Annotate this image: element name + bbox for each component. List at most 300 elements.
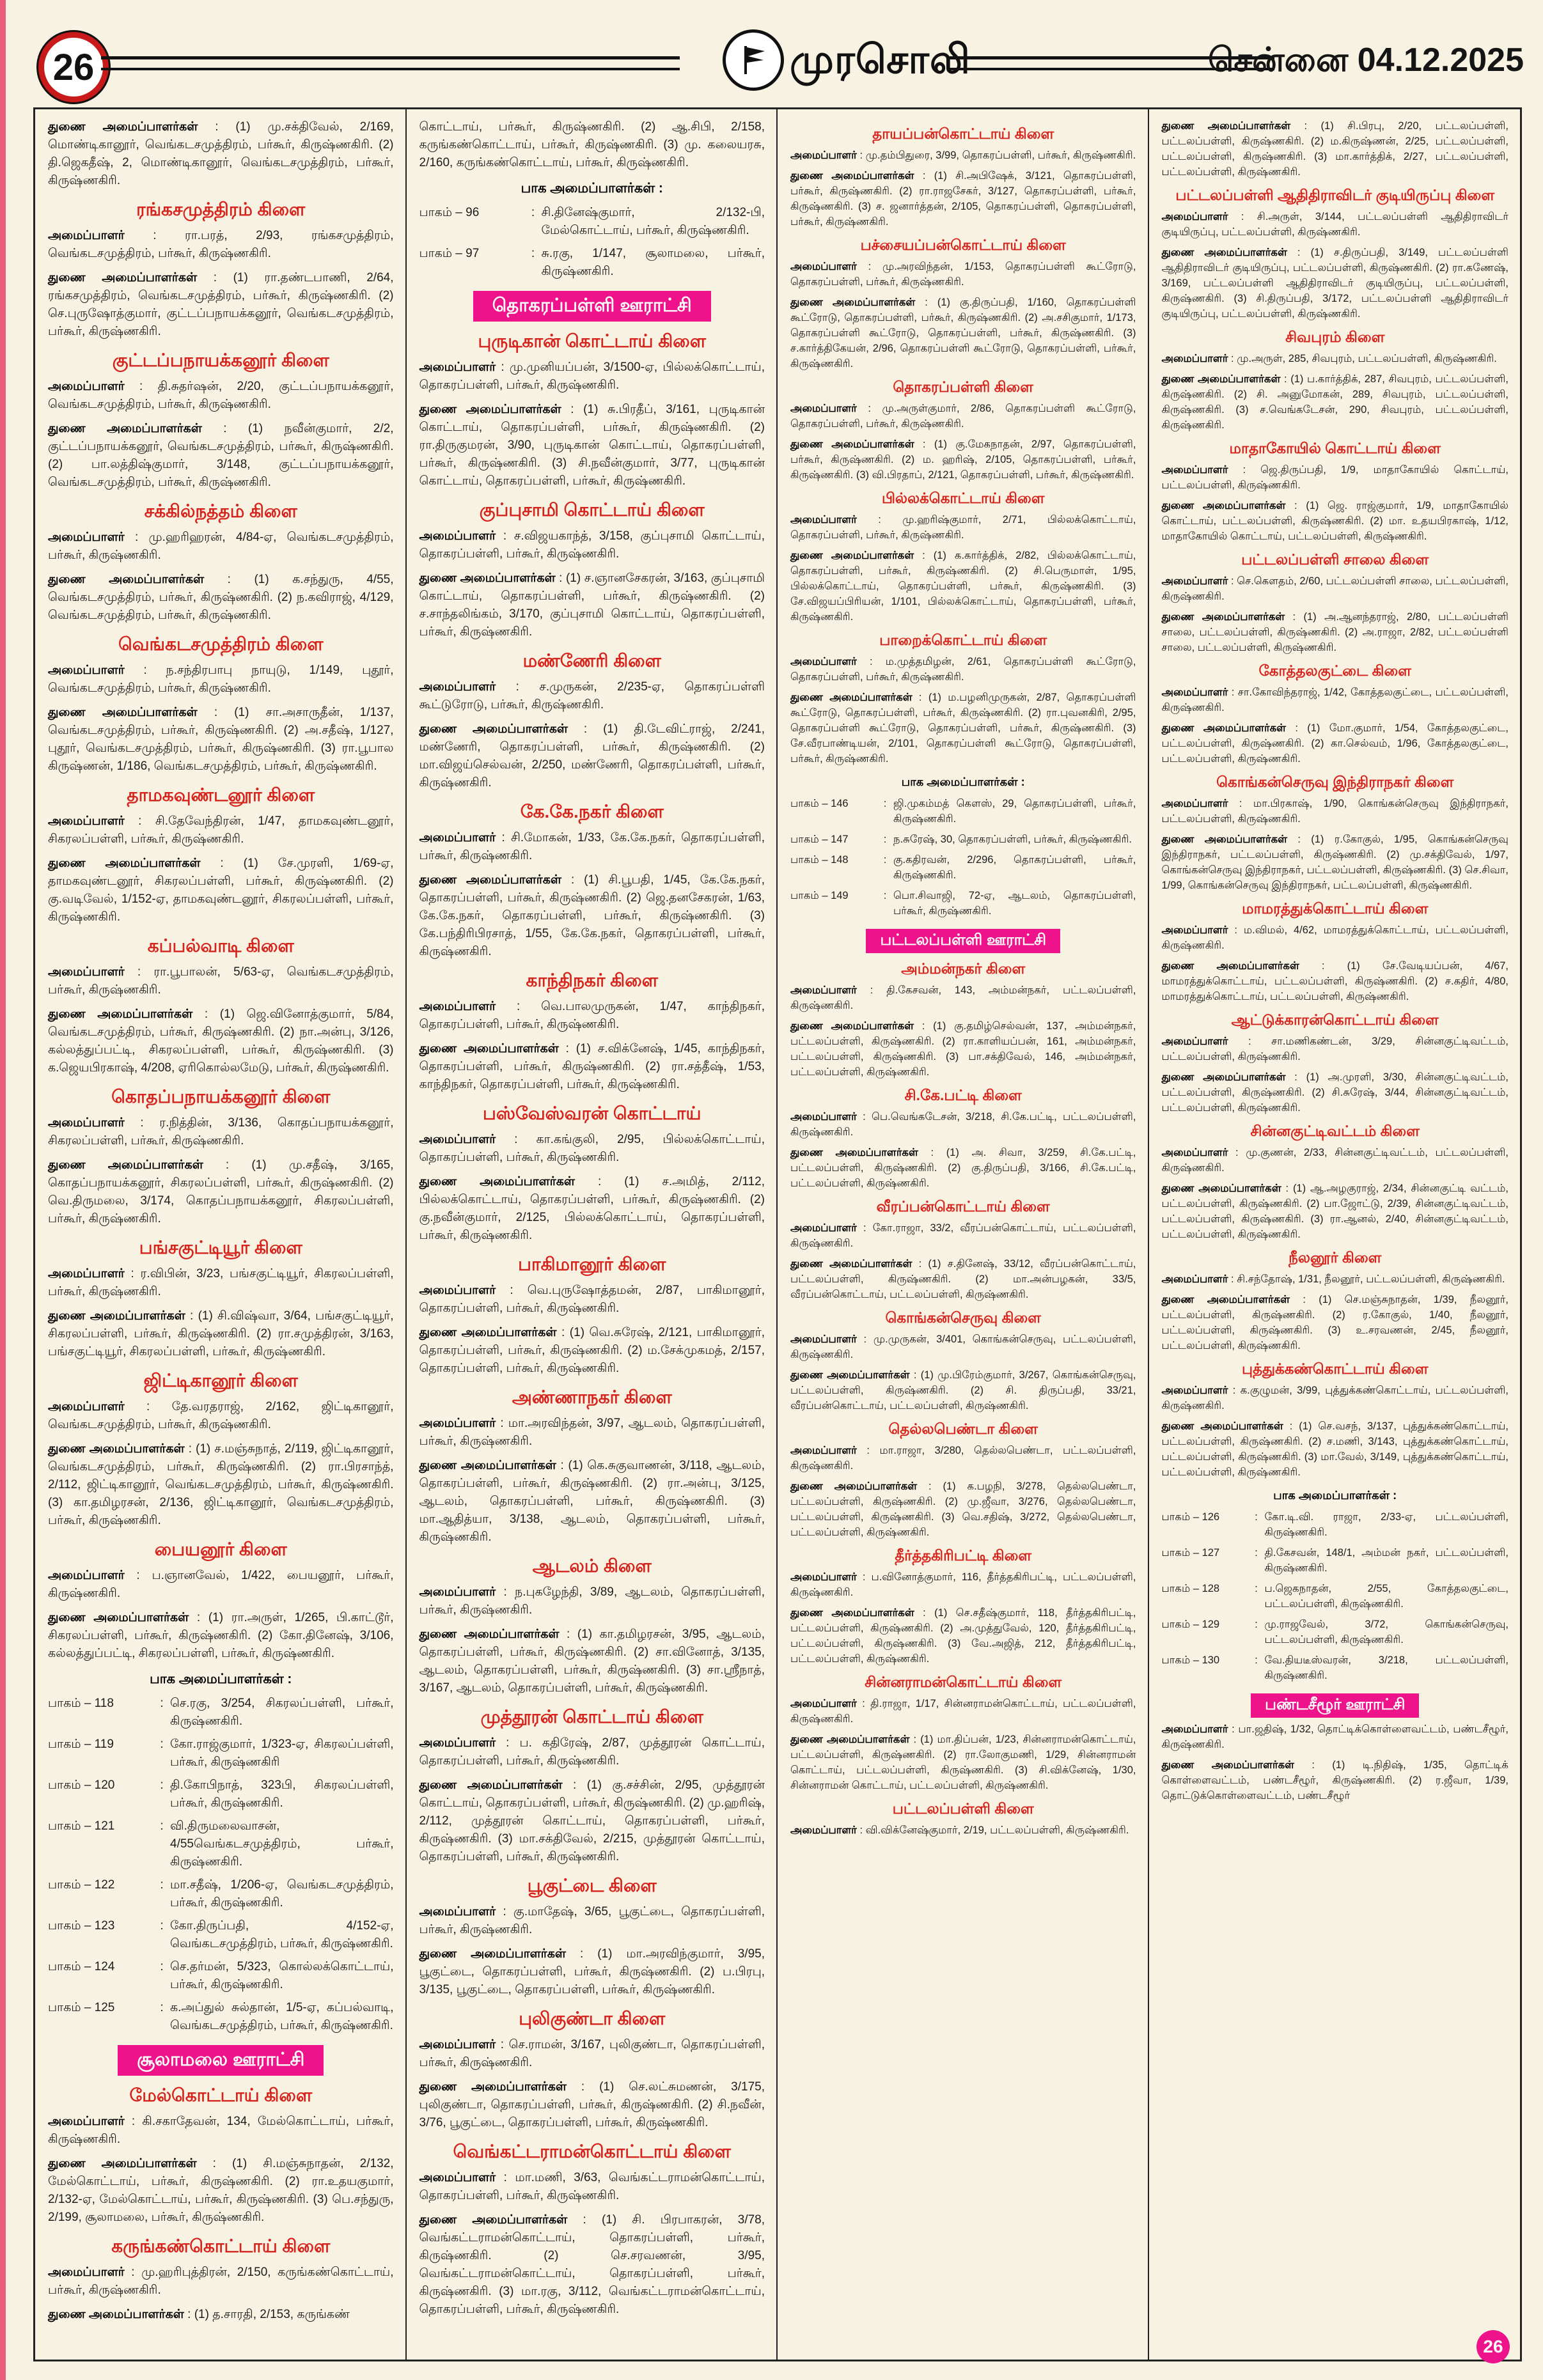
ward-organizer-text: கோ.ராஜ்குமார், 1/323-ஏ, சிகரலப்பள்ளி, பர்கூர், கிருஷ்ணகிரி <box>170 1738 394 1769</box>
ward-row <box>419 245 765 281</box>
organizer-paragraph <box>48 963 394 999</box>
organizer-paragraph-text: ச.முருகன், 2/235-ஏ, தொகரப்பள்ளி கூட்டுரோடு, பர்கூர், கிருஷ்ணகிரி. <box>419 680 765 712</box>
organizer-paragraph <box>48 2264 394 2299</box>
organizer-paragraph-label: அமைப்பாளர் <box>1161 464 1228 476</box>
organizer-paragraph-text: ரா.பரத், 2/93, ரங்கசமுத்திரம், வெங்கடசமுத்திரம், பர்கூர், கிருஷ்ணகிரி. <box>48 229 394 260</box>
organizer-paragraph-label: அமைப்பாளர் <box>48 664 125 677</box>
deputies-paragraph <box>790 1018 1136 1080</box>
branch-heading: கோத்தலகுட்டை கிளை <box>1258 662 1412 679</box>
organizer-paragraph <box>48 1265 394 1301</box>
label-separator: : <box>124 1400 172 1413</box>
deputies-paragraph <box>48 1156 394 1228</box>
deputies-paragraph-text: (1) மா.அரவிந்குமார், 3/95, பூகுட்டை, தொகரப்பள்ளி, பர்கூர், கிருஷ்ணகிரி. (2) ப.பிரபு, 3/135, பூகுட்டை, தொகரப்பள்ளி, பர்கூர், கிருஷ்ணகிரி. <box>419 1947 765 1996</box>
organizer-paragraph-text: கோ.ராஜா, 33/2, வீரப்பன்கொட்டாய், பட்டலப்பள்ளி, கிருஷ்ணகிரி. <box>790 1222 1136 1249</box>
organizer-paragraph <box>48 813 394 848</box>
deputies-paragraph-label: துணை அமைப்பாளர்கள் <box>1161 500 1286 511</box>
branch-heading: குப்புசாமி கொட்டாய் கிளை <box>479 500 705 520</box>
deputies-paragraph <box>1162 371 1509 433</box>
organizer-paragraph <box>419 1282 765 1318</box>
label-separator: : <box>496 1284 528 1297</box>
label-separator: : <box>575 1175 625 1188</box>
deputies-paragraph <box>419 1040 765 1094</box>
deputies-paragraph-label: துணை அமைப்பாளர்கள் <box>48 1158 203 1172</box>
newspaper-column-3 <box>778 109 1149 2360</box>
ward-organizer-text: கோ.திருப்பதி, 4/152-ஏ, வெங்கடசமுத்திரம், பர்கூர், கிருஷ்ணகிரி. <box>170 1919 394 1950</box>
deputies-paragraph-text: (1) க.சந்துரு, 4/55, வெங்கடசமுத்திரம், பர்கூர், கிருஷ்ணகிரி. (2) ந.கவிராஜ், 4/129, வெங்கடசமுத்திரம், பர்கூர், கிருஷ்ணகிரி. <box>48 573 394 622</box>
page-content <box>33 107 1522 2361</box>
deputies-paragraph-label: துணை அமைப்பாளர்கள் <box>1161 1759 1295 1771</box>
newspaper-column-1 <box>35 109 407 2360</box>
organizer-paragraph <box>419 998 765 1034</box>
deputies-paragraph-label: துணை அமைப்பாளர்கள் <box>790 1607 914 1619</box>
ward-number-label: பாகம் – 121 <box>48 1819 115 1833</box>
deputies-paragraph <box>1162 1069 1509 1116</box>
deputies-paragraph-text: (1) ச.அமித், 2/112, பில்லக்கொட்டாய், தொகரப்பள்ளி, பர்கூர், கிருஷ்ணகிரி. (2) கு.நவீன்குமார், 2/125, பில்லக்கொட்டாய், தொகரப்பள்ளி, பர்கூர், கிருஷ்ணகிரி. <box>419 1175 765 1242</box>
organizer-paragraph-label: அமைப்பாளர் <box>1161 353 1228 364</box>
ward-number-label: பாகம் – 130 <box>1161 1654 1220 1666</box>
label-separator: : <box>496 1417 508 1430</box>
label-separator: : <box>915 297 937 308</box>
label-separator: : <box>496 361 510 374</box>
label-separator: : <box>1228 924 1244 936</box>
label-separator: : <box>196 2157 232 2170</box>
deputies-paragraph-text: (1) க.கார்த்திக், 2/82, பில்லக்கொட்டாய், தொகரப்பள்ளி, பர்கூர், கிருஷ்ணகிரி. (2) சி.பெருமாள், 1/95, பில்லக்கொட்டாய், தொகரப்பள்ளி, பர்கூர், கிருஷ்ணகிரி. (3) சே.விஜயப்பிரியன், 1/101, பில்லக்கொட்டாய், தொகரப்பள்ளி, பர்கூர், கிருஷ்ணகிரி. <box>790 550 1136 623</box>
branch-heading: கொங்கன்செருவு கிளை <box>885 1309 1041 1326</box>
organizer-paragraph <box>790 1220 1136 1251</box>
organizer-paragraph-label: அமைப்பாளர் <box>419 831 496 844</box>
deputies-paragraph <box>48 855 394 926</box>
ward-number-label: பாகம் – 124 <box>48 1960 115 1973</box>
deputies-paragraph-label: துணை அமைப்பாளர்கள் <box>48 1309 185 1323</box>
deputies-paragraph-label: துணை அமைப்பாளர்கள் <box>419 2213 568 2227</box>
label-separator: : <box>124 531 149 544</box>
organizer-paragraph-text: கு.மாதேஷ், 3/65, பூகுட்டை, தொகரப்பள்ளி, பர்கூர், கிருஷ்ணகிரி. <box>419 1905 765 1936</box>
label-separator: : <box>918 1147 946 1158</box>
label-separator: : <box>124 2266 142 2279</box>
ward-colon: : <box>160 1960 164 1973</box>
organizer-paragraph <box>1162 1383 1509 1413</box>
label-separator: : <box>856 656 886 667</box>
newspaper-column-2 <box>407 109 778 2360</box>
label-separator: : <box>914 439 934 450</box>
organizer-paragraph-label: அமைப்பாளர் <box>48 2115 125 2128</box>
branch-heading: மாதாகோயில் கொட்டாய் கிளை <box>1229 440 1441 456</box>
deputies-paragraph <box>419 1173 765 1245</box>
branch-heading: முத்தூரன் கொட்டாய் கிளை <box>480 1707 703 1727</box>
deputies-paragraph-label: துணை அமைப்பாளர்கள் <box>48 706 198 719</box>
deputies-paragraph-label: துணை அமைப்பாளர்கள் <box>790 1481 918 1492</box>
page-number-badge: 26 <box>38 32 109 102</box>
organizer-paragraph-text: மு.தம்பிதுரை, 3/99, தொகரப்பள்ளி, பர்கூர், கிருஷ்ணகிரி. <box>865 150 1136 161</box>
deputies-paragraph <box>1162 498 1509 544</box>
ward-colon: : <box>1255 1619 1258 1630</box>
panchayat-header-label: பட்டலப்பள்ளி ஊராட்சி <box>866 929 1060 953</box>
deputies-paragraph-label: துணை அமைப்பாளர்கள் <box>790 1258 912 1270</box>
footer-page-number-badge: 26 <box>1476 2330 1510 2363</box>
organizer-paragraph-text: ப. கதிரேஷ், 2/87, முத்தூரன் கொட்டாய், தொகரப்பள்ளி, பர்கூர், கிருஷ்ணகிரி. <box>419 1736 765 1768</box>
ward-row <box>790 888 1136 919</box>
organizer-paragraph-label: அமைப்பாளர் <box>48 229 125 242</box>
deputies-paragraph <box>419 2211 765 2319</box>
organizer-paragraph-text: தி.கேசவன், 143, அம்மன்நகர், பட்டலப்பள்ளி, கிருஷ்ணகிரி. <box>790 984 1136 1011</box>
label-separator: : <box>556 1459 568 1472</box>
ward-organizer-text: மு.ராஜவேல், 3/72, கொங்கன்செருவு, பட்டலப்பள்ளி, கிருஷ்ணகிரி. <box>1264 1619 1508 1645</box>
organizer-paragraph-text: மு.குணன், 2/33, சின்னகுட்டிவட்டம், பட்டலப்பள்ளி, கிருஷ்ணகிரி. <box>1161 1147 1508 1174</box>
label-separator: : <box>124 2115 143 2128</box>
organizer-paragraph-text: மு.ஹரிஹரன், 4/84-ஏ, வெங்கடசமுத்திரம், பர்கூர், கிருஷ்ணகிரி. <box>48 531 394 562</box>
deputies-paragraph <box>419 570 765 641</box>
deputies-paragraph-label: துணை அமைப்பாளர்கள் <box>1161 1071 1286 1083</box>
label-separator: : <box>914 1020 934 1032</box>
deputies-paragraph-label: துணை அமைப்பாளர்கள் <box>48 857 201 870</box>
deputies-paragraph <box>48 1609 394 1663</box>
label-separator: : <box>124 1569 152 1582</box>
organizer-paragraph-label: அமைப்பாளர் <box>419 1417 496 1430</box>
deputies-paragraph-label: துணை அமைப்பாளர்கள் <box>48 271 198 284</box>
label-separator: : <box>1299 960 1347 972</box>
branch-heading: கப்பல்வாடி கிளை <box>147 936 294 956</box>
ward-row <box>48 1695 394 1731</box>
ward-row <box>1162 1617 1509 1647</box>
label-separator: : <box>856 1222 873 1234</box>
deputies-paragraph <box>48 1440 394 1530</box>
label-separator: : <box>204 573 255 586</box>
deputies-paragraph <box>790 437 1136 483</box>
label-separator: : <box>496 680 540 694</box>
city-date: சென்னை 04.12.2025 <box>1207 42 1524 79</box>
organizer-paragraph-label: அமைப்பாளர் <box>790 1824 857 1836</box>
ward-row <box>790 796 1136 827</box>
label-separator: : <box>124 965 154 979</box>
deputies-paragraph <box>48 1006 394 1077</box>
ward-organizer-text: சி.தினேஷ்குமார், 2/132-பி, மேல்கொட்டாய், பர்கூர், கிருஷ்ணகிரி. <box>541 206 765 237</box>
ward-organizer-text: வி.திருமலைவாசன், 4/55வெங்கடசமுத்திரம், பர்கூர், கிருஷ்ணகிரி. <box>170 1819 394 1869</box>
ward-colon: : <box>160 1697 164 1710</box>
branch-heading: தீர்த்தகிரிபட்டி கிளை <box>895 1547 1032 1564</box>
organizer-paragraph <box>48 1114 394 1150</box>
branch-heading: பூகுட்டை கிளை <box>527 1876 657 1895</box>
organizer-paragraph-text: சி.சந்தோஷ், 1/31, நீலனூர், பட்டலப்பள்ளி, கிருஷ்ணகிரி. <box>1237 1273 1505 1285</box>
organizer-paragraph-label: அமைப்பாளர் <box>790 1698 857 1709</box>
organizer-paragraph-label: அமைப்பாளர் <box>790 1222 857 1234</box>
branch-heading: சின்னராமன்கொட்டாய் கிளை <box>865 1674 1062 1690</box>
ward-row <box>1162 1581 1509 1612</box>
deputies-paragraph <box>48 571 394 625</box>
organizer-paragraph-label: அமைப்பாளர் <box>1161 924 1228 936</box>
branch-heading: மாமரத்துக்கொட்டாய் கிளை <box>1242 900 1429 917</box>
organizer-paragraph-text: பெ.வெங்கடேசன், 3/218, சி.கே.பட்டி, பட்டலப்பள்ளி, கிருஷ்ணகிரி. <box>790 1111 1136 1138</box>
organizer-paragraph-label: அமைப்பாளர் <box>1161 211 1228 222</box>
label-separator: : <box>912 692 928 703</box>
label-separator: : <box>559 1628 577 1641</box>
deputies-paragraph-label: துணை அமைப்பாளர்கள் <box>1161 611 1285 623</box>
ward-row <box>48 1817 394 1871</box>
organizer-paragraph-label: அமைப்பாளர் <box>419 1133 496 1146</box>
label-separator: : <box>1280 373 1291 385</box>
organizer-paragraph-label: அமைப்பாளர் <box>419 361 496 374</box>
organizer-paragraph-label: அமைப்பாளர் <box>1161 1147 1228 1158</box>
ward-organizer-text: கு.கதிரவன், 2/296, தொகரப்பள்ளி, பர்கூர், கிருஷ்ணகிரி. <box>893 854 1136 881</box>
organizer-paragraph <box>790 1443 1136 1474</box>
branch-heading: வெங்கடசமுத்திரம் கிளை <box>118 634 324 654</box>
organizer-paragraph-text: தே.வரதராஜ், 2/162, ஜிட்டிகானூர், வெங்கடசமுத்திரம், பர்கூர், கிருஷ்ணகிரி. <box>48 1400 394 1431</box>
branch-heading: பச்சையப்பன்கொட்டாய் கிளை <box>860 237 1066 253</box>
organizer-paragraph-text: ம.முத்தமிழன், 2/61, தொகரப்பள்ளி கூட்ரோடு, தொகரப்பள்ளி, பர்கூர், கிருஷ்ணகிரி. <box>790 656 1136 683</box>
organizer-paragraph-label: அமைப்பாளர் <box>1161 1036 1228 1047</box>
organizer-paragraph <box>790 1823 1136 1838</box>
organizer-paragraph <box>790 148 1136 163</box>
deputies-paragraph-label: துணை அமைப்பாளர்கள் <box>1161 373 1281 385</box>
ward-number-label: பாகம் – 147 <box>790 834 849 845</box>
label-separator: : <box>1228 1036 1272 1047</box>
deputies-paragraph-label: துணை அமைப்பாளர்கள் <box>419 403 561 416</box>
organizer-paragraph-text: ம.விமல், 4/62, மாமரத்துக்கொட்டாய், பட்டலப்பள்ளி, கிருஷ்ணகிரி. <box>1161 924 1508 951</box>
deputies-paragraph <box>1162 1181 1509 1242</box>
ward-number-label: பாகம் – 129 <box>1161 1619 1220 1630</box>
organizer-paragraph <box>48 2113 394 2149</box>
branch-heading: புலிகுண்டா கிளை <box>519 2009 666 2028</box>
label-separator: : <box>856 403 882 414</box>
deputies-paragraph <box>48 2306 394 2324</box>
label-separator: : <box>1228 798 1253 809</box>
deputies-paragraph <box>1162 1292 1509 1353</box>
deputies-continuation-paragraph-text: (1) மு.சக்திவேல், 2/169, மொண்டிகானூர், வெங்கடசமுத்திரம், பர்கூர், கிருஷ்ணகிரி. (2) தி.ஜெகதீஷ், 2, மொண்டிகானூர், வெங்கடசமுத்திரம், பர்கூர், கிருஷ்ணகிரி. <box>48 120 394 187</box>
ward-colon: : <box>883 798 887 809</box>
label-separator: : <box>1294 1759 1333 1771</box>
label-separator: : <box>1285 1071 1306 1083</box>
branch-heading: புருடிகான் கொட்டாய் கிளை <box>478 331 707 351</box>
newspaper-column-4 <box>1149 109 1521 2360</box>
organizer-paragraph-label: அமைப்பாளர் <box>790 1111 857 1123</box>
organizer-paragraph-label: அமைப்பாளர் <box>790 1571 857 1583</box>
label-separator: : <box>496 1736 520 1750</box>
panchayat-header <box>1162 1693 1509 1718</box>
ward-organizer-text: ப.ஜெகநாதன், 2/55, கோத்தலகுட்டை, பட்டலப்பள்ளி, கிருஷ்ணகிரி. <box>1264 1583 1508 1610</box>
organizer-paragraph-label: அமைப்பாளர் <box>790 984 857 996</box>
ward-organizer-text: சு.ரகு, 1/147, சூலாமலை, பர்கூர், கிருஷ்ணகிரி. <box>541 247 765 278</box>
deputies-paragraph-text: (1) சி.விஷ்வா, 3/64, பங்சகுட்டியூர், சிகரலப்பள்ளி, பர்கூர், கிருஷ்ணகிரி. (2) ரா.சமுத்திரன், 3/163, பங்சகுட்டியூர், சிகரலப்பள்ளி, பர்கூர், கிருஷ்ணகிரி. <box>48 1309 394 1358</box>
organizer-paragraph <box>1162 1034 1509 1064</box>
branch-heading: மண்ணேரி கிளை <box>522 651 661 671</box>
organizer-paragraph <box>790 512 1136 543</box>
deputies-paragraph <box>790 548 1136 625</box>
label-separator: : <box>124 664 166 677</box>
label-separator: : <box>124 1116 160 1130</box>
deputies-continuation-paragraph <box>48 118 394 190</box>
organizer-paragraph-label: அமைப்பாளர் <box>419 1284 496 1297</box>
deputies-paragraph <box>790 1256 1136 1302</box>
panchayat-header-label: தொகரப்பள்ளி ஊராட்சி <box>473 291 711 322</box>
continuation-paragraph: கொட்டாய், பர்கூர், கிருஷ்ணகிரி. (2) ஆ.சிபி, 2/158, கருங்கண்கொட்டாய், பர்கூர், கிருஷ்ணகிரி. (3) மு. கலையரசு, 2/160, கருங்கண்கொட்டாய், பர்கூர், கிருஷ்ணகிரி. <box>419 120 765 169</box>
organizer-paragraph-label: அமைப்பாளர் <box>48 1267 125 1280</box>
label-separator: : <box>203 1158 252 1172</box>
deputies-paragraph-label: துணை அமைப்பாளர்கள் <box>48 1611 189 1624</box>
label-separator: : <box>496 1585 515 1599</box>
ward-colon: : <box>883 890 887 901</box>
organizer-paragraph <box>1162 922 1509 953</box>
organizer-paragraph-label: அமைப்பாளர் <box>48 1400 125 1413</box>
ward-number-label: பாகம் – 127 <box>1161 1547 1220 1559</box>
branch-heading: காந்திநகர் கிளை <box>526 970 658 990</box>
deputies-paragraph <box>419 1457 765 1546</box>
deputies-paragraph-label: துணை அமைப்பாளர்கள் <box>790 439 914 450</box>
deputies-paragraph-text: (1) ச.திருப்பதி, 3/149, பட்டலப்பள்ளி ஆதிதிராவிடர் குடியிருப்பு, பட்டலப்பள்ளி, கிருஷ்ணகிரி. (2) ரா.கணேஷ், 3/169, பட்டலப்பள்ளி ஆதிதிராவிடர் குடியிருப்பு, பட்டலப்பள்ளி, கிருஷ்ணகிரி. (3) சி.திருப்பதி, 3/172, பட்டலப்பள்ளி ஆதிதிராவிடர் குடியிருப்பு, பட்டலப்பள்ளி, கிருஷ்ணகிரி. <box>1161 247 1508 320</box>
label-separator: : <box>1228 687 1238 698</box>
organizer-paragraph-label: அமைப்பாளர் <box>790 1445 857 1456</box>
organizer-paragraph-text: தி.ராஜா, 1/17, சின்னராமன்கொட்டாய், பட்டலப்பள்ளி, கிருஷ்ணகிரி. <box>790 1698 1136 1725</box>
ward-row <box>48 1876 394 1912</box>
branch-heading: நீலனூர் கிளை <box>1288 1249 1382 1266</box>
organizer-paragraph-text: மு.முருகன், 3/401, கொங்கன்செருவு, பட்டலப்பள்ளி, கிருஷ்ணகிரி. <box>790 1334 1136 1360</box>
ward-row <box>48 1917 394 1953</box>
organizer-paragraph <box>790 1696 1136 1727</box>
deputies-paragraph-text: (1) சே.வேடியப்பன், 4/67, மாமரத்துக்கொட்டாய், பட்டலப்பள்ளி, கிருஷ்ணகிரி. (2) ச.கதிர், 4/80, மாமரத்துக்கொட்டாய், பட்டலப்பள்ளி, கிருஷ்ணகிரி. <box>1161 960 1508 1002</box>
ward-row <box>48 1777 394 1812</box>
label-separator: : <box>1228 211 1257 222</box>
organizer-paragraph-label: அமைப்பாளர் <box>419 2038 496 2051</box>
organizer-paragraph-text: ப.ஞானவேல், 1/422, பையனூர், பர்கூர், கிருஷ்ணகிரி. <box>48 1569 394 1600</box>
organizer-paragraph-text: சி.தேவேந்திரன், 1/47, தாமகவுண்டனூர், சிகரலப்பள்ளி, பர்கூர், கிருஷ்ணகிரி. <box>48 814 394 846</box>
organizer-paragraph-label: அமைப்பாளர் <box>1161 575 1228 587</box>
deputies-paragraph <box>790 1605 1136 1667</box>
branch-heading: தாமகவுண்டனூர் கிளை <box>127 785 315 805</box>
organizer-paragraph-label: அமைப்பாளர் <box>1161 687 1228 698</box>
deputies-paragraph <box>419 1324 765 1378</box>
organizer-paragraph <box>419 359 765 394</box>
ward-colon: : <box>883 854 887 866</box>
deputies-paragraph <box>48 269 394 341</box>
deputies-paragraph-text: (1) வெ.சுரேஷ், 2/121, பாகிமானூர், தொகரப்பள்ளி, பர்கூர், கிருஷ்ணகிரி. (2) ம.சேக்முகமத், 2/157, தொகரப்பள்ளி, பர்கூர், கிருஷ்ணகிரி. <box>419 1326 765 1375</box>
organizer-paragraph-text: சி.மோகன், 1/33, கே.கே.நகர், தொகரப்பள்ளி, பர்கூர், கிருஷ்ணகிரி. <box>419 831 765 862</box>
organizer-paragraph-text: மு.அரவிந்தன், 1/153, தொகரப்பள்ளி கூட்ரோடு, தொகரப்பள்ளி, பர்கூர், கிருஷ்ணகிரி. <box>790 261 1136 288</box>
organizer-paragraph-label: அமைப்பாளர் <box>419 1905 496 1918</box>
deputies-paragraph-text: (1) கு.மேகநாதன், 2/97, தொகரப்பள்ளி, பர்கூர், கிருஷ்ணகிரி. (2) ம. ஹரிஷ், 2/105, தொகரப்பள்ளி, பர்கூர், கிருஷ்ணகிரி. (3) வி.பிரதாப், 2/121, தொகரப்பள்ளி, பர்கூர், கிருஷ்ணகிரி. <box>790 439 1136 481</box>
label-separator: : <box>856 1334 873 1345</box>
ward-number-label: பாகம் – 149 <box>790 890 849 901</box>
deputies-paragraph-text: (1) கெ.சுகுவாணன், 3/118, ஆடலம், தொகரப்பள்ளி, பர்கூர், கிருஷ்ணகிரி. (2) ரா.அன்பு, 3/125, ஆடலம், தொகரப்பள்ளி, பர்கூர், கிருஷ்ணகிரி. (3) மா.ஆதித்யா, 3/138, ஆடலம், தொகரப்பள்ளி, பர்கூர், கிருஷ்ணகிரி. <box>419 1459 765 1544</box>
ward-colon: : <box>1255 1654 1258 1666</box>
deputies-paragraph-text: (1) அ. சிவா, 3/259, சி.கே.பட்டி, பட்டலப்பள்ளி, கிருஷ்ணகிரி. (2) கு.திருப்பதி, 3/166, சி.கே.பட்டி, பட்டலப்பள்ளி, கிருஷ்ணகிரி. <box>790 1147 1136 1189</box>
branch-heading: பட்டலப்பள்ளி சாலை கிளை <box>1241 551 1429 568</box>
organizer-paragraph-label: அமைப்பாளர் <box>419 2171 496 2184</box>
organizer-paragraph-label: அமைப்பாளர் <box>48 965 125 979</box>
label-separator: : <box>1228 1147 1246 1158</box>
organizer-paragraph-text: கா.கங்குலி, 2/95, பில்லக்கொட்டாய், தொகரப்பள்ளி, பர்கூர், கிருஷ்ணகிரி. <box>419 1133 765 1164</box>
label-separator: : <box>856 1824 866 1836</box>
ward-organizers-title: பாக அமைப்பாளர்கள் : <box>521 181 663 196</box>
deputies-paragraph-label: துணை அமைப்பாளர்கள் <box>48 422 202 435</box>
branch-heading: அம்மன்நகர் கிளை <box>901 960 1026 977</box>
deputies-paragraph-text: (1) செ.மஞ்சுநாதன், 1/39, நீலனூர், பட்டலப்பள்ளி, கிருஷ்ணகிரி. (2) ர.கோகுல், 1/40, நீலனூர், பட்டலப்பள்ளி, கிருஷ்ணகிரி. (3) உ.சரவணன், 2/45, நீலனூர், பட்டலப்பள்ளி, கிருஷ்ணகிரி. <box>1161 1294 1508 1351</box>
label-separator: : <box>496 1000 542 1013</box>
organizer-paragraph-text: ந.புகழேந்தி, 3/89, ஆடலம், தொகரப்பள்ளி, பர்கூர், கிருஷ்ணகிரி. <box>419 1585 765 1617</box>
organizer-paragraph <box>419 829 765 865</box>
label-separator: : <box>856 1445 880 1456</box>
organizer-paragraph-label: அமைப்பாளர் <box>1161 798 1228 809</box>
deputies-paragraph-label: துணை அமைப்பாளர்கள் <box>1161 960 1299 972</box>
organizer-paragraph-text: வி.விக்னேஷ்குமார், 2/19, பட்டலப்பள்ளி, கிருஷ்ணகிரி. <box>865 1824 1129 1836</box>
organizer-paragraph-label: அமைப்பாளர் <box>790 150 857 161</box>
label-separator: : <box>561 873 584 887</box>
ward-organizer-text: செ.ரகு, 3/254, சிகரலப்பள்ளி, பர்கூர், கிருஷ்ணகிரி. <box>170 1697 394 1728</box>
deputies-continuation-paragraph-label: துணை அமைப்பாளர்கள் <box>1161 120 1291 132</box>
ward-number-label: பாகம் – 96 <box>419 206 480 219</box>
deputies-paragraph-text: (1) செ.வசந், 3/137, புத்துக்கண்கொட்டாய், பட்டலப்பள்ளி, கிருஷ்ணகிரி. (2) ச.மணி, 3/143, புத்துக்கண்கொட்டாய், பட்டலப்பள்ளி, கிருஷ்ணகிரி. (3) மா.வேல், 3/149, புத்துக்கண்கொட்டாய், பட்டலப்பள்ளி, கிருஷ்ணகிரி. <box>1161 1420 1508 1478</box>
organizer-paragraph <box>48 378 394 414</box>
branch-heading: பட்டலப்பள்ளி ஆதிதிராவிடர் குடியிருப்பு கிளை <box>1175 187 1495 203</box>
deputies-paragraph-text: (1) மா.திப்பன், 1/23, சின்னராமன்கொட்டாய், பட்டலப்பள்ளி, கிருஷ்ணகிரி. (2) ரா.லோகுமணி, 1/29, சின்னராமன் கொட்டாய், பட்டலப்பள்ளி, கிருஷ்ணகிரி. (3) சி.விக்னேஷ், 1/30, சின்னராமன் கொட்டாய், பட்டலப்பள்ளி, கிருஷ்ணகிரி. <box>790 1734 1136 1791</box>
label-separator: : <box>556 1326 570 1339</box>
branch-heading: குட்டப்பநாயக்கனூர் கிளை <box>112 350 329 370</box>
ward-organizers-title: பாக அமைப்பாளர்கள் : <box>1273 1489 1397 1502</box>
deputies-paragraph-text: (1) ச.மஞ்சுநாத், 2/119, ஜிட்டிகானூர், வெங்கடசமுத்திரம், பர்கூர், கிருஷ்ணகிரி. (2) ரா.பிரசாந்த், 2/112, ஜிட்டிகானூர், வெங்கடசமுத்திரம், பர்கூர், கிருஷ்ணகிரி. (3) கா.தமிழரசன், 2/136, ஜிட்டிகானூர், வெங்கடசமுத்திரம், பர்கூர், கிருஷ்ணகிரி. <box>48 1442 394 1527</box>
organizer-paragraph-label: அமைப்பாளர் <box>790 403 857 414</box>
label-separator: : <box>1228 1273 1237 1285</box>
organizer-paragraph <box>419 1734 765 1770</box>
label-separator: : <box>1281 1183 1293 1194</box>
label-separator: : <box>856 261 883 272</box>
scan-edge-artifact <box>0 0 6 2380</box>
deputies-paragraph-label: துணை அமைப்பாளர்கள் <box>419 2080 567 2094</box>
organizer-paragraph-text: மு.ஹரிஷ்குமார், 2/71, பில்லக்கொட்டாய், தொகரப்பள்ளி, பர்கூர், கிருஷ்ணகிரி. <box>790 514 1136 541</box>
panchayat-header-label: சூலாமலை ஊராட்சி <box>118 2045 324 2076</box>
deputies-paragraph-label: துணை அமைப்பாளர்கள் <box>48 573 205 586</box>
label-separator: : <box>909 1369 921 1381</box>
deputies-paragraph-text: (1) ர.கோகுல், 1/95, கொங்கன்செருவு இந்திராநகர், பட்டலப்பள்ளி, கிருஷ்ணகிரி. (2) மு.சக்திவேல், 1/97, கொங்கன்செருவு இந்திராநகர், பட்டலப்பள்ளி, கிருஷ்ணகிரி. (3) செ.சிவா, 1/99, கொங்கன்செருவு இந்திராநகர், பட்டலப்பள்ளி, கிருஷ்ணகிரி. <box>1161 834 1508 891</box>
label-separator: : <box>856 984 887 996</box>
organizer-paragraph-text: மா.அரவிந்தன், 3/97, ஆடலம், தொகரப்பள்ளி, பர்கூர், கிருஷ்ணகிரி. <box>419 1417 765 1448</box>
deputies-paragraph <box>1162 958 1509 1004</box>
deputies-paragraph-text: (1) ரா.தண்டபாணி, 2/64, ரங்கசமுத்திரம், வெங்கடசமுத்திரம், பர்கூர், கிருஷ்ணகிரி. (2) செ.புருஷோத்குமார், குட்டப்பநாயக்கனூர், வெங்கடசமுத்திரம், பர்கூர், கிருஷ்ணகிரி. <box>48 271 394 338</box>
organizer-paragraph-text: ந.சந்திரபாபு நாயுடு, 1/149, புதூர், வெங்கடசமுத்திரம், பர்கூர், கிருஷ்ணகிரி. <box>48 664 394 695</box>
ward-organizer-text: செ.தர்மன், 5/323, கொல்லக்கொட்டாய், பர்கூர், கிருஷ்ணகிரி. <box>170 1960 394 1991</box>
organizer-paragraph <box>790 654 1136 685</box>
organizer-paragraph-text: கி.சகாதேவன், 134, மேல்கொட்டாய், பர்கூர், கிருஷ்ணகிரி. <box>48 2115 394 2146</box>
ward-number-label: பாகம் – 122 <box>48 1878 115 1892</box>
deputies-paragraph-text: (1) ப.கார்த்திக், 287, சிவபுரம், பட்டலப்பள்ளி, கிருஷ்ணகிரி. (2) சி. அனுமோகன், 289, சிவபுரம், பட்டலப்பள்ளி, கிருஷ்ணகிரி. (3) ச.வெங்கடேசன், 290, சிவபுரம், பட்டலப்பள்ளி, கிருஷ்ணகிரி. <box>1161 373 1508 431</box>
deputies-paragraph <box>790 1367 1136 1413</box>
organizer-paragraph <box>1162 685 1509 715</box>
ward-number-label: பாகம் – 148 <box>790 854 849 866</box>
label-separator: : <box>1228 464 1261 476</box>
ward-number-label: பாகம் – 119 <box>48 1738 114 1751</box>
deputies-paragraph <box>419 871 765 961</box>
deputies-paragraph-label: துணை அமைப்பாளர்கள் <box>419 1628 560 1641</box>
organizer-paragraph-label: அமைப்பாளர் <box>790 514 857 525</box>
organizer-paragraph-text: செ.கௌதம், 2/60, பட்டலப்பள்ளி சாலை, பட்டலப்பள்ளி, கிருஷ்ணகிரி. <box>1161 575 1508 602</box>
deputies-paragraph-label: துணை அமைப்பாளர்கள் <box>790 1020 914 1032</box>
label-separator: : <box>1228 353 1237 364</box>
branch-heading: சி.கே.பட்டி கிளை <box>904 1087 1022 1103</box>
label-separator: : <box>912 1258 928 1270</box>
ward-row <box>1162 1653 1509 1683</box>
label-separator: : <box>1228 1385 1241 1396</box>
deputies-paragraph-text: (1) கா.தமிழரசன், 3/95, ஆடலம், தொகரப்பள்ளி, பர்கூர், கிருஷ்ணகிரி. (2) சா.வினோத், 3/135, ஆடலம், தொகரப்பள்ளி, பர்கூர், கிருஷ்ணகிரி. (3) சா.ஸ்ரீநாத், 3/167, ஆடலம், தொகரப்பள்ளி, பர்கூர், கிருஷ்ணகிரி. <box>419 1628 765 1695</box>
organizer-paragraph-text: ஜெ.திருப்பதி, 1/9, மாதாகோயில் கொட்டாய், பட்டலப்பள்ளி, கிருஷ்ணகிரி. <box>1161 464 1508 491</box>
ward-number-label: பாகம் – 123 <box>48 1919 115 1933</box>
deputies-paragraph-text: (1) செ.சதீஷ்குமார், 118, தீர்த்தகிரிபட்டி, பட்டலப்பள்ளி, கிருஷ்ணகிரி. (2) அ.முத்துவேல், 120, தீர்த்தகிரிபட்டி, பட்டலப்பள்ளி, கிருஷ்ணகிரி. (3) வே.அஜித், 212, தீர்த்தகிரிபட்டி, பட்டலப்பள்ளி, கிருஷ்ணகிரி. <box>790 1607 1136 1665</box>
deputies-paragraph-text: (1) டி.நிதிஷ், 1/35, தொட்டிக் கொள்ளைவட்டம், பண்டசீழூர், கிருஷ்ணகிரி. (2) ர.ஜீவா, 1/39, தொட்டுக்கொள்ளைவட்டம், பண்டசீழூர் <box>1161 1759 1508 1801</box>
organizer-paragraph-text: மு.முனியப்பன், 3/1500-ஏ, பில்லக்கொட்டாய், தொகரப்பள்ளி, பர்கூர், கிருஷ்ணகிரி. <box>419 361 765 392</box>
label-separator: : <box>124 814 155 828</box>
ward-row <box>1162 1545 1509 1576</box>
organizer-paragraph-text: ர.நித்தின், 3/136, கொதப்பநாயக்கனூர், சிகரலப்பள்ளி, பர்கூர், கிருஷ்ணகிரி. <box>48 1116 394 1147</box>
deputies-paragraph-label: துணை அமைப்பாளர்கள் <box>790 1734 910 1745</box>
ward-organizer-text: ந.சுரேஷ், 30, தொகரப்பள்ளி, பர்கூர், கிருஷ்ணகிரி. <box>893 834 1132 845</box>
label-separator: : <box>856 1698 871 1709</box>
ward-colon: : <box>160 1919 164 1933</box>
branch-heading: ஜிட்டிகானூர் கிளை <box>143 1371 298 1390</box>
